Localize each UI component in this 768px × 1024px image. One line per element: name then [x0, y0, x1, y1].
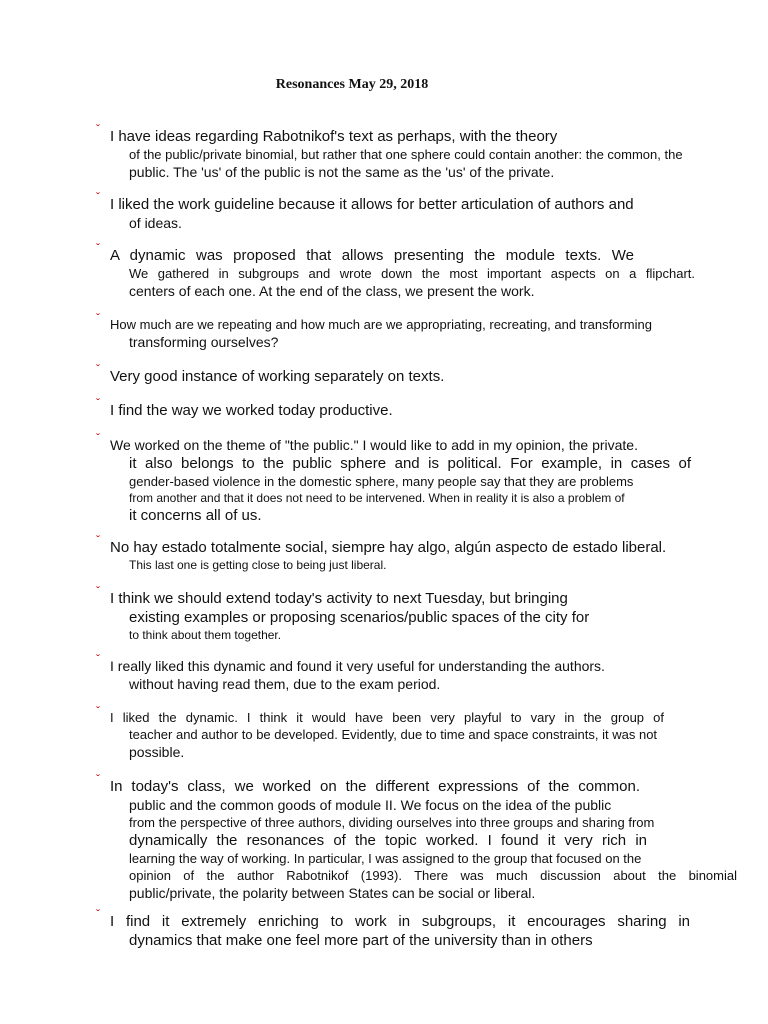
- resonance-entry: [96, 190, 716, 232]
- entry-line: Very good instance of working separately on texts.: [110, 368, 445, 385]
- bullet-mark: ˇ: [96, 907, 100, 921]
- entry-line: I have ideas regarding Rabotnikof's text as perhaps, with the theory: [110, 128, 558, 145]
- bullet-mark: ˇ: [96, 772, 100, 786]
- resonance-entry: [96, 907, 716, 950]
- entry-line: from the perspective of three authors, dividing ourselves into three groups and sharing from: [129, 815, 655, 830]
- bullet-mark: ˇ: [96, 704, 100, 718]
- entry-line: public and the common goods of module II. We focus on the idea of the public: [129, 797, 612, 813]
- resonance-entry: [96, 704, 716, 761]
- resonance-entry: [96, 362, 716, 386]
- entry-line: it concerns all of us.: [129, 507, 262, 524]
- bullet-mark: ˇ: [96, 396, 100, 410]
- bullet-mark: ˇ: [96, 241, 100, 255]
- entry-line: public/private, the polarity between States can be social or liberal.: [129, 885, 536, 901]
- entry-line: I think we should extend today's activity to next Tuesday, but bringing: [110, 590, 568, 607]
- entry-line: it also belongs to the public sphere and is political. For example, in cases of: [129, 455, 691, 472]
- bullet-mark: ˇ: [96, 533, 100, 547]
- resonance-entry: [96, 652, 716, 693]
- entry-line: to think about them together.: [129, 628, 282, 642]
- document-title: Resonances May 29, 2018: [275, 77, 429, 92]
- entry-line: I find it extremely enriching to work in subgroups, it encourages sharing in: [110, 913, 690, 930]
- resonance-entry: [96, 772, 737, 902]
- entry-line: dynamics that make one feel more part of the university than in others: [129, 932, 593, 949]
- entry-line: learning the way of working. In particular, I was assigned to the group that focused on the: [129, 851, 642, 866]
- bullet-mark: ˇ: [96, 311, 100, 325]
- resonance-entry: [96, 311, 716, 351]
- entry-line: dynamically the resonances of the topic worked. I found it very rich in: [129, 832, 647, 849]
- entry-line: We worked on the theme of "the public." I would like to add in my opinion, the private.: [110, 437, 638, 453]
- entry-line: A dynamic was proposed that allows presenting the module texts. We: [110, 247, 634, 264]
- entry-line: existing examples or proposing scenarios/public spaces of the city for: [129, 609, 590, 626]
- entry-line: How much are we repeating and how much are we appropriating, recreating, and transforming: [110, 317, 652, 332]
- bullet-mark: ˇ: [96, 122, 100, 136]
- entry-line: gender-based violence in the domestic sphere, many people say that they are problems: [129, 474, 634, 489]
- entry-line: opinion of the author Rabotnikof (1993). There was much discussion about the binomial: [129, 868, 737, 883]
- entry-line: teacher and author to be developed. Evidently, due to time and space constraints, it was not: [129, 727, 658, 742]
- entry-line: from another and that it does not need to be intervened. When in reality it is also a problem of: [129, 491, 625, 505]
- entry-line: I liked the work guideline because it allows for better articulation of authors and: [110, 196, 634, 213]
- bullet-mark: ˇ: [96, 584, 100, 598]
- entry-line: No hay estado totalmente social, siempre hay algo, algún aspecto de estado liberal.: [110, 539, 667, 556]
- resonance-entry: [96, 584, 716, 643]
- bullet-mark: ˇ: [96, 431, 100, 445]
- entry-line: I find the way we worked today productive.: [110, 402, 393, 419]
- bullet-mark: ˇ: [96, 362, 100, 376]
- bullet-mark: ˇ: [96, 652, 100, 666]
- entry-line: without having read them, due to the exam period.: [129, 676, 441, 692]
- entry-line: I liked the dynamic. I think it would have been very playful to vary in the group of: [110, 710, 664, 725]
- entry-line: This last one is getting close to being just liberal.: [129, 558, 387, 572]
- bullet-mark: ˇ: [96, 190, 100, 204]
- entry-line: centers of each one. At the end of the class, we present the work.: [129, 283, 535, 299]
- entry-line: of ideas.: [129, 215, 182, 231]
- resonance-entry: [96, 122, 716, 181]
- entry-line: public. The 'us' of the public is not the same as the 'us' of the private.: [129, 164, 555, 180]
- entry-line: possible.: [129, 744, 185, 760]
- entry-line: I really liked this dynamic and found it very useful for understanding the authors.: [110, 658, 605, 674]
- resonance-entry: [96, 533, 716, 573]
- entry-line: We gathered in subgroups and wrote down the most important aspects on a flipchart.: [129, 266, 695, 281]
- resonance-entry: [96, 241, 716, 300]
- entry-line: In today's class, we worked on the different expressions of the common.: [110, 778, 640, 795]
- entry-line: transforming ourselves?: [129, 334, 279, 350]
- resonance-entry: [96, 396, 716, 420]
- entry-line: of the public/private binomial, but rather that one sphere could contain another: the common, the: [129, 147, 683, 162]
- resonance-entry: [96, 431, 716, 525]
